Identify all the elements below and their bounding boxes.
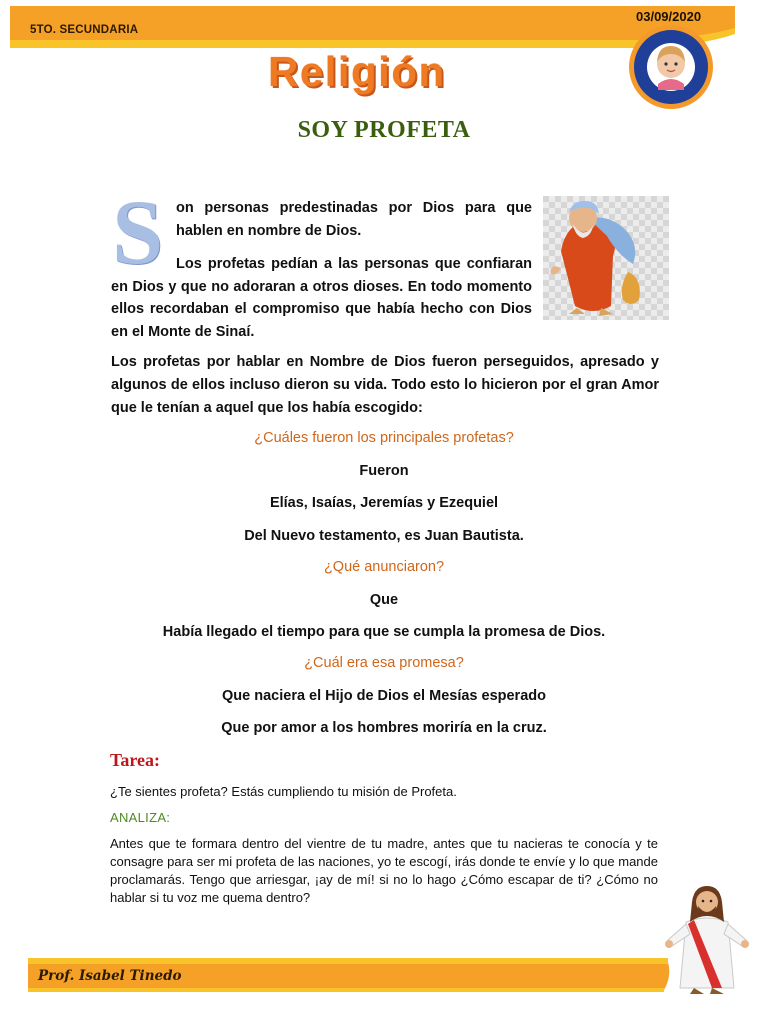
subject-title: Religión: [268, 48, 446, 95]
school-logo: [628, 24, 714, 110]
drop-cap: S: [112, 181, 164, 283]
prophet-illustration: [543, 196, 669, 320]
analyze-text: Antes que te formara dentro del vientre de tu madre, antes que tu nacieras te conocía y te consagre para ser mi profeta de las naciones, yo te escogí, irás donde te envíe y lo que mande proclamarás. Tengo que arriesgar, ¡ay de mí! si no lo hago ¿Cómo escapar de ti? ¿Cómo no hablar si tu voz me quema dentro?: [110, 836, 658, 905]
intro-paragraph-3: Los profetas por hablar en Nombre de Dios fueron perseguidos, apresado y algunos de ellos incluso dieron su vida. Todo esto lo hicieron por el gran Amor que le tenían a aquel que los había escogido:: [111, 354, 659, 416]
intro-paragraph-1: on personas predestinadas por Dios para que hablen en nombre de Dios.: [176, 200, 532, 239]
question-2: ¿Qué anunciaron?: [323, 559, 445, 575]
teacher-name: Prof. Isabel Tinedo: [38, 968, 182, 984]
lesson-title: SOY PROFETA: [297, 117, 471, 143]
analyze-label: ANALIZA:: [110, 810, 171, 825]
answer-1-intro: Fueron: [359, 463, 409, 479]
answer-2-intro: Que: [369, 592, 399, 608]
answer-1-new-testament: Del Nuevo testamento, es Juan Bautista.: [244, 528, 524, 544]
grade-label: 5TO. SECUNDARIA: [30, 24, 139, 36]
intro-paragraph-2: Los profetas pedían a las personas que confiaran en Dios y que no adoraran a otros dioses. En todo momento ellos recordaban el compromiso que había hecho con Dios en el Monte de Sinaí.: [111, 256, 532, 340]
question-3: ¿Cuál era esa promesa?: [304, 655, 464, 671]
question-1: ¿Cuáles fueron los principales profetas?: [254, 430, 514, 446]
answer-3-line-1: Que naciera el Hijo de Dios el Mesías esperado: [222, 688, 546, 704]
date-label: 03/09/2020: [636, 9, 702, 24]
homework-label: Tarea:: [110, 750, 161, 770]
answer-3-line-2: Que por amor a los hombres moriría en la cruz.: [221, 720, 547, 736]
answer-1-names: Elías, Isaías, Jeremías y Ezequiel: [269, 495, 499, 511]
homework-question: ¿Te sientes profeta? Estás cumpliendo tu misión de Profeta.: [110, 784, 457, 799]
answer-2-text: Había llegado el tiempo para que se cumpla la promesa de Dios.: [162, 624, 606, 640]
